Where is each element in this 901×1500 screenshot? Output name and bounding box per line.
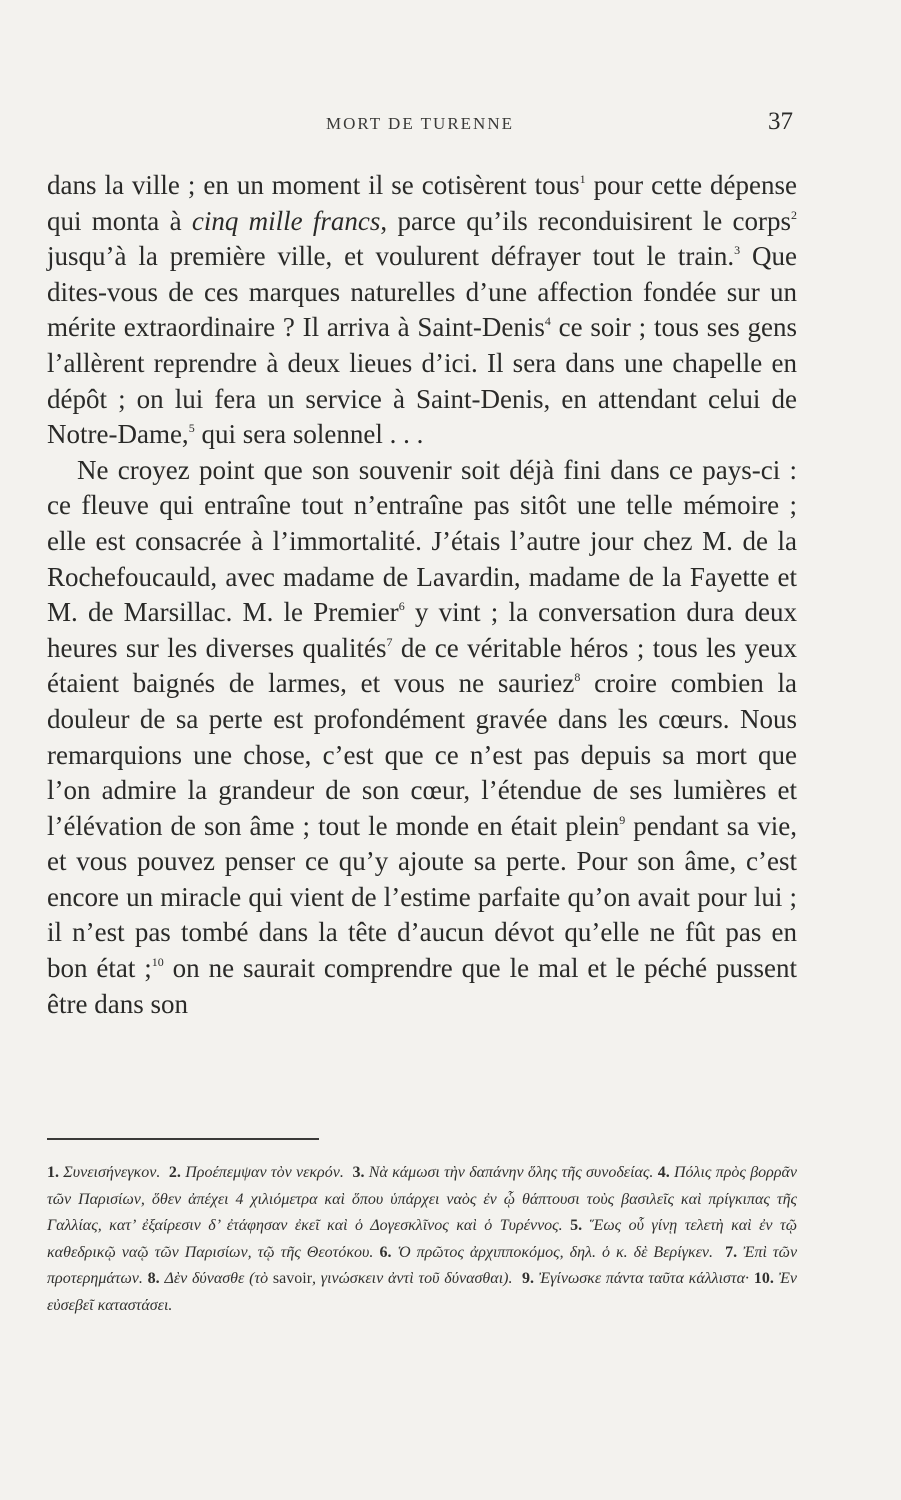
text-run: Que dites-vous de ces marques naturelles d’une affection fondée sur un mérite extraordinaire ? Il arriva à Saint-Denis [47,241,797,343]
text-run: jusqu’à la première ville, et voulurent défrayer tout le train. [47,241,735,272]
running-title: MORT DE TURENNE [326,114,514,133]
page-header [47,108,793,144]
footnote-number-1: 1. [47,1164,59,1181]
footnote-text-8a: Δὲν δύνασθε (τὸ [164,1270,273,1287]
footnote-number-10: 10. [753,1270,774,1287]
paragraph-2 [47,453,797,1023]
footnote-text-2: Προέπεμψαν τὸν νεκρόν. [185,1164,344,1181]
text-run: croire combien la douleur de sa perte est profondément gravée dans les cœurs. Nous remarquions une chose, c’est que ce n’est pas depuis sa mort que l’on admire la grandeur de son cœur, l’étendue de ses lumières et l’élévation de son âme ; tout le monde en était plein [47,668,797,841]
footnote-ref-4: 4 [544,314,551,329]
footnotes [47,1160,797,1319]
footnote-text-4: Πόλις πρὸς βορρᾶν τῶν Παρισίων, ὅθεν ἀπέχει 4 χιλιόμετρα καὶ ὅπου ὑπάρχει ναὸς ἐν ᾧ θάπτουσι τοὺς βασιλεῖς καὶ πρίγκιπας τῆς Γαλλίας, κατ’ ἐξαίρεσιν δ’ ἐτάφησαν ἐκεῖ καὶ ὁ Δογεσκλῖνος καὶ ὁ Τυρέννος. [47,1164,798,1234]
main-text [47,168,797,1022]
footnote-text-9: Ἐγίνωσκε πάντα ταῦτα κάλλιστα· [538,1270,750,1287]
italic-text: cinq mille francs [191,205,381,236]
footnote-number-2: 2. [168,1164,181,1181]
text-run: y vint ; la conversation dura deux heures sur les diverses qualités [47,597,798,663]
footnote-number-4: 4. [657,1164,670,1181]
footnote-text-7: Ἐπὶ τῶν προτερημάτων. [47,1243,798,1287]
footnote-ref-6: 6 [398,599,405,614]
footnote-divider [47,1138,319,1140]
paragraph-1 [47,168,797,453]
footnote-ref-9: 9 [619,812,626,827]
footnote-ref-7: 7 [386,634,393,649]
footnote-ref-3: 3 [734,243,741,258]
footnote-ref-10: 10 [151,955,164,970]
footnote-number-6: 6. [379,1243,392,1261]
text-run: qui sera solennel . . . [194,419,424,450]
footnote-text-5: Ἕως οὗ γίνῃ τελετὴ καὶ ἐν τῷ καθεδρικῷ ναῷ τῶν Παρισίων, τῷ τῆς Θεοτόκου. [47,1217,798,1261]
text-run: dans la ville ; en un moment il se cotisèrent tous [47,170,580,200]
footnote-text-10: Ἐν εὐσεβεῖ καταστάσει. [47,1270,798,1314]
footnote-number-3: 3. [352,1164,365,1181]
text-run: pour cette dépense qui monta à [47,170,797,236]
footnote-number-5: 5. [570,1217,583,1234]
footnote-number-9: 9. [522,1270,534,1287]
footnote-number-7: 7. [725,1243,738,1261]
footnote-block [47,1160,797,1319]
footnote-text-3: Νὰ κάμωσι τὴν δαπάνην ὅλης τῆς συνοδείας. [368,1164,654,1181]
text-run: pendant sa vie, et vous pouvez penser ce qu’y ajoute sa perte. Pour son âme, c’est encore un miracle qui vient de l’estime parfaite qu’on avait pour lui ; il n’est pas tombé dans la tête d’aucun dévot qu’elle ne fût pas en bon état ; [47,810,798,984]
footnote-ref-5: 5 [188,421,195,436]
page-number: 37 [768,108,793,135]
footnote-text-8c: , γινώσκειν ἀντὶ τοῦ δύνασθαι). [312,1270,513,1287]
text-run: , parce qu’ils reconduisirent le corps [380,205,791,236]
text-run: on ne saurait comprendre que le mal et le péché pussent être dans son [47,953,797,1019]
footnote-ref-2: 2 [791,207,797,222]
text-run: ce soir ; tous ses gens l’allèrent reprendre à deux lieues d’ici. Il sera dans une chapelle en dépôt ; on lui fera un service à Saint-Denis, en attendant celui de Notre-Dame, [47,312,797,450]
footnote-text-8b: savoir [272,1270,313,1287]
text-run: de ce véritable héros ; tous les yeux étaient baignés de larmes, et vous ne sauriez [47,632,797,699]
footnote-number-8: 8. [147,1270,160,1287]
footnote-text-1: Συνεισήνεγκον. [63,1164,161,1181]
text-run: Ne croyez point que son souvenir soit déjà fini dans ce pays-ci : ce fleuve qui entraîne tout n’entraîne pas sitôt une telle mémoire ; elle est consacrée à l’immortalité. J’étais l’autre jour chez M. de la Rochefoucauld, avec madame de Lavardin, madame de la Fayette et M. de Marsillac. M. le Premier [47,454,797,628]
footnote-ref-1: 1 [579,172,586,186]
footnote-text-6: Ὁ πρῶτος ἀρχιπποκόμος, δηλ. ὁ κ. δὲ Βερίγκεν. [397,1243,714,1261]
footnote-ref-8: 8 [574,670,581,685]
